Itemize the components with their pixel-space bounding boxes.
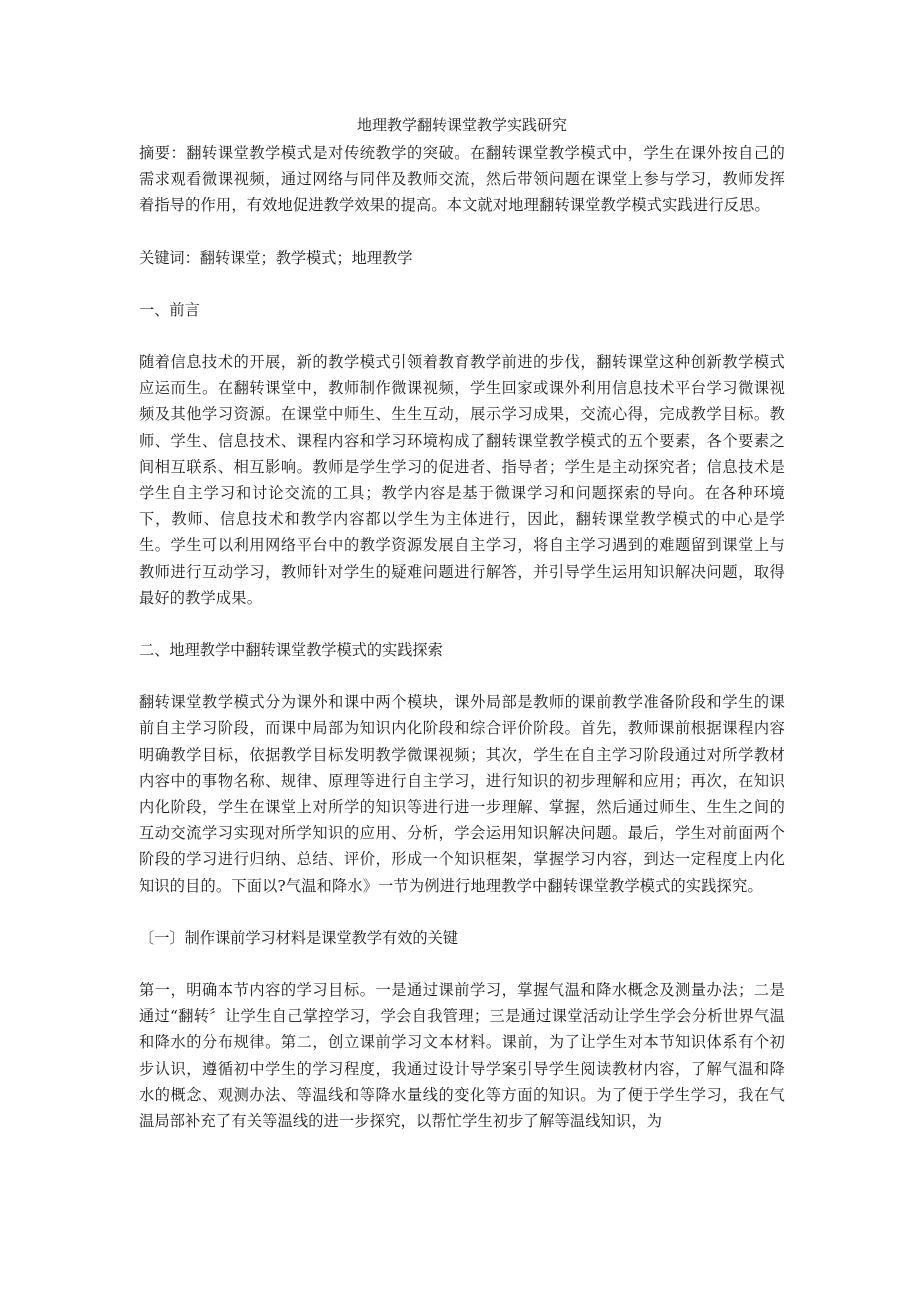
subsection-body-1: 第一，明确本节内容的学习目标。一是通过课前学习，掌握气温和降水概念及测量办法；二是通过“翻转〞让学生自己掌控学习，学会自我管理；三是通过课堂活动让学生学会分析世界气温和降水的分布规律。第二，创立课前学习文本材料。课前，为了让学生对本节知识体系有个初步认识，遵循初中学生的学习程度，我通过设计导学案引导学生阅读教材内容，了解气温和降水的概念、观测办法、等温线和等降水量线的变化等方面的知识。为了便于学生学习，我在气温局部补充了有关等温线的进一步探究，以帮忙学生初步了解等温线知识，为 <box>139 981 785 1131</box>
section-heading-1: 一、前言 <box>139 300 200 319</box>
document-page <box>139 112 785 1160</box>
document-title: 地理教学翻转课堂教学实践研究 <box>356 116 567 134</box>
abstract-paragraph: 摘要：翻转课堂教学模式是对传统教学的突破。在翻转课堂教学模式中，学生在课外按自己的需求观看微课视频，通过网络与同伴及教师交流，然后带领问题在课堂上参与学习，教师发挥着指导的作用，有效地促进教学效果的提高。本文就对地理翻转课堂教学模式实践进行反思。 <box>139 144 785 215</box>
section-body-1: 随着信息技术的开展，新的教学模式引领着教育教学前进的步伐，翻转课堂这种创新教学模式应运而生。在翻转课堂中，教师制作微课视频，学生回家或课外利用信息技术平台学习微课视频及其他学习资源。在课堂中师生、生生互动，展示学习成果，交流心得，完成教学目标。教师、学生、信息技术、课程内容和学习环境构成了翻转课堂教学模式的五个要素，各个要素之间相互联系、相互影响。教师是学生学习的促进者、指导者；学生是主动探究者；信息技术是学生自主学习和讨论交流的工具；教学内容是基于微课学习和问题探索的导向。在各种环境下，教师、信息技术和教学内容都以学生为主体进行，因此，翻转课堂教学模式的中心是学生。学生可以利用网络平台中的教学资源发展自主学习，将自主学习遇到的难题留到课堂上与教师进行互动学习，教师针对学生的疑难问题进行解答，并引导学生运用知识解决问题，取得最好的教学成果。 <box>139 353 785 607</box>
section-heading-2: 二、地理教学中翻转课堂教学模式的实践探索 <box>139 641 443 660</box>
section-body-2: 翻转课堂教学模式分为课外和课中两个模块，课外局部是教师的课前教学准备阶段和学生的课前自主学习阶段，而课中局部为知识内化阶段和综合评价阶段。首先，教师课前根据课程内容明确教学目标，依据教学目标发明教学微课视频；其次，学生在自主学习阶段通过对所学教材内容中的事物名称、规律、原理等进行自主学习，进行知识的初步理解和应用；再次，在知识内化阶段，学生在课堂上对所学的知识等进行进一步理解、掌握，然后通过师生、生生之间的互动交流学习实现对所学知识的应用、分析，学会运用知识解决问题。最后，学生对前面两个阶段的学习进行归纳、总结、评价，形成一个知识框架，掌握学习内容，到达一定程度上内化知识的目的。下面以?气温和降水》一节为例进行地理教学中翻转课堂教学模式的实践探究。 <box>139 693 785 895</box>
keywords-line: 关键词：翻转课堂；教学模式；地理教学 <box>139 248 413 267</box>
subsection-heading-1: 〔一〕制作课前学习材料是课堂教学有效的关键 <box>139 928 458 947</box>
